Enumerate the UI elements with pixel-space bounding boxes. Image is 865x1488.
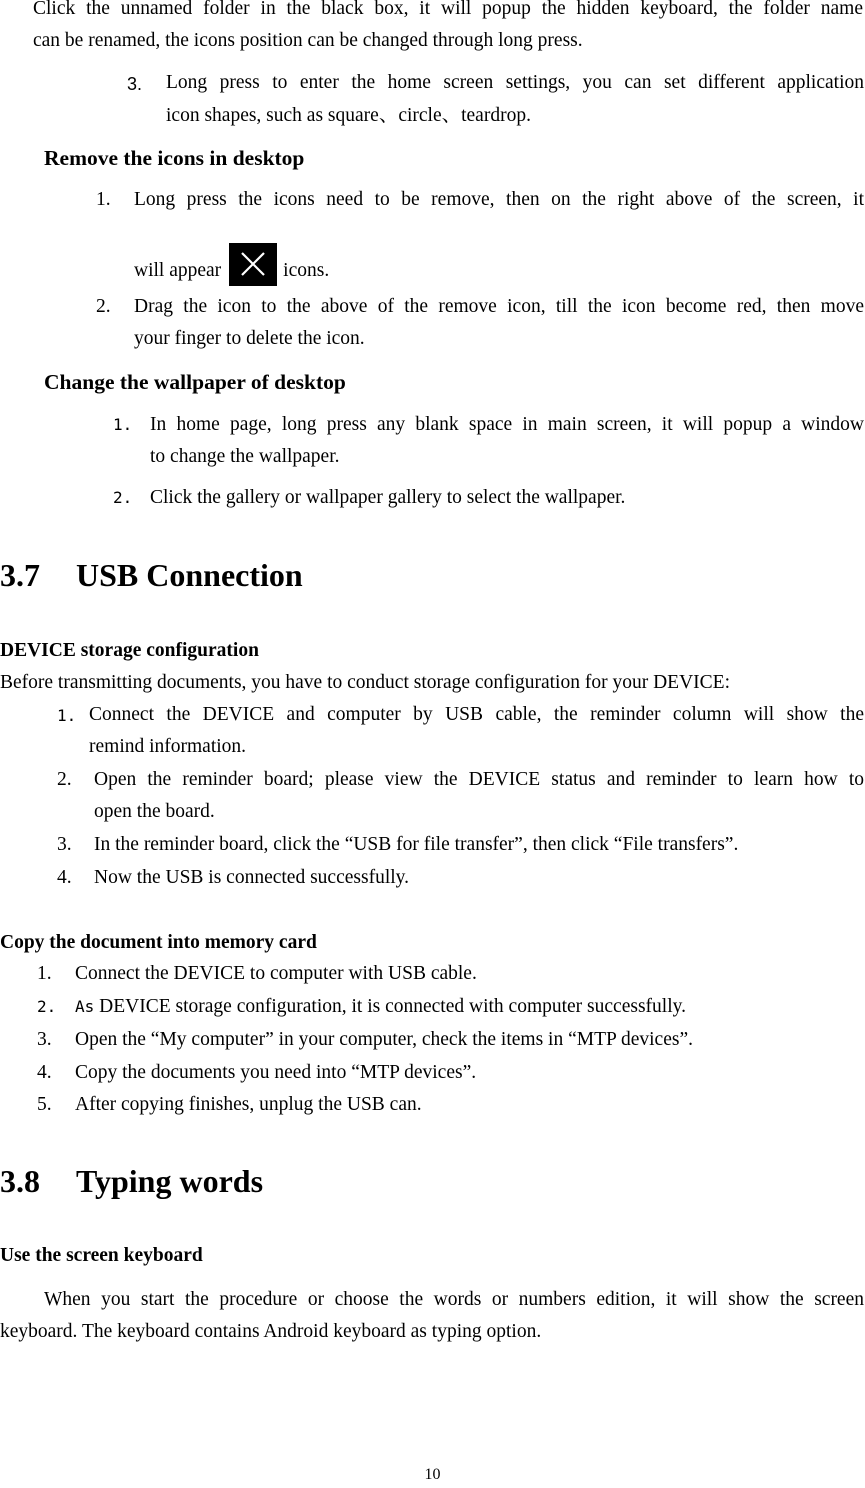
list-item-text: In home page, long press any blank space in main screen, it will popup a window [150, 414, 864, 435]
intro-line-2: can be renamed, the icons position can be changed through long press. [33, 30, 583, 51]
section-heading-3-8 [0, 1161, 263, 1201]
section-title: Typing words [76, 1163, 264, 1199]
section-heading-3-7 [0, 555, 303, 595]
list-number: 3. [57, 834, 72, 855]
section-title: USB Connection [76, 557, 303, 593]
list-item-text: Now the USB is connected successfully. [94, 867, 410, 888]
list-number: 2. [37, 997, 57, 1016]
list-item-text: Copy the documents you need into “MTP devices”. [75, 1062, 477, 1083]
section-number: 3.7 [0, 557, 40, 593]
list-item-text: Open the “My computer” in your computer, check the items in “MTP devices”. [75, 1029, 693, 1050]
list-item-text: to change the wallpaper. [150, 446, 340, 467]
list-number: 2. [57, 769, 72, 790]
paragraph-line: When you start the procedure or choose the words or numbers edition, it will show the screen [44, 1289, 864, 1310]
list-item-text: remind information. [89, 736, 247, 757]
subsection-heading: Use the screen keyboard [0, 1245, 203, 1266]
close-x-icon [229, 243, 277, 286]
list-item-text: icon shapes, such as square、circle、teardrop. [166, 105, 531, 126]
list-number: 3. [37, 1029, 52, 1050]
list-item-text: will appear [134, 260, 222, 281]
paragraph-line: keyboard. The keyboard contains Android keyboard as typing option. [0, 1321, 542, 1342]
subsection-heading: DEVICE storage configuration [0, 640, 259, 661]
list-item-text: Open the reminder board; please view the DEVICE status and reminder to learn how to [94, 769, 864, 790]
section-number: 3.8 [0, 1163, 40, 1199]
list-number: 2. [113, 488, 133, 507]
list-number: 1. [37, 963, 52, 984]
list-item-text-rest: DEVICE storage configuration, it is connected with computer successfully. [94, 996, 686, 1017]
list-item-text: your finger to delete the icon. [134, 328, 365, 349]
intro-line-1: Click the unnamed folder in the black box, it will popup the hidden keyboard, the folder name [33, 0, 863, 19]
subsection-heading: Change the wallpaper of desktop [44, 370, 346, 394]
list-number: 2. [96, 296, 111, 317]
list-item-text: open the board. [94, 801, 215, 822]
list-item-text: icons. [283, 260, 330, 281]
list-item-text [75, 991, 686, 1023]
list-item-text: After copying finishes, unplug the USB can. [75, 1094, 422, 1115]
list-item-text: Long press the icons need to be remove, then on the right above of the screen, it [134, 189, 864, 210]
list-item-text: Long press to enter the home screen settings, you can set different application [166, 72, 864, 93]
list-number: 1. [96, 189, 111, 210]
list-item-text: Click the gallery or wallpaper gallery to select the wallpaper. [150, 487, 626, 508]
list-item-text: Drag the icon to the above of the remove icon, till the icon become red, then move [134, 296, 864, 317]
list-item-text-with-icon [134, 243, 329, 287]
list-item-text: In the reminder board, click the “USB for file transfer”, then click “File transfers”. [94, 834, 739, 855]
list-number: 5. [37, 1094, 52, 1115]
list-number: 4. [37, 1062, 52, 1083]
list-item-text: Connect the DEVICE to computer with USB cable. [75, 963, 477, 984]
page-number: 10 [424, 1466, 441, 1483]
list-number: 1. [57, 706, 77, 725]
subsection-heading: Copy the document into memory card [0, 932, 317, 953]
list-number: 4. [57, 867, 72, 888]
list-item-text-prefix: As [75, 997, 95, 1016]
subsection-heading: Remove the icons in desktop [44, 146, 305, 170]
list-item-text: Connect the DEVICE and computer by USB cable, the reminder column will show the [89, 704, 864, 725]
paragraph: Before transmitting documents, you have to conduct storage configuration for your DEVICE: [0, 672, 730, 693]
list-number: 3. [127, 74, 143, 94]
list-number: 1. [113, 415, 133, 434]
